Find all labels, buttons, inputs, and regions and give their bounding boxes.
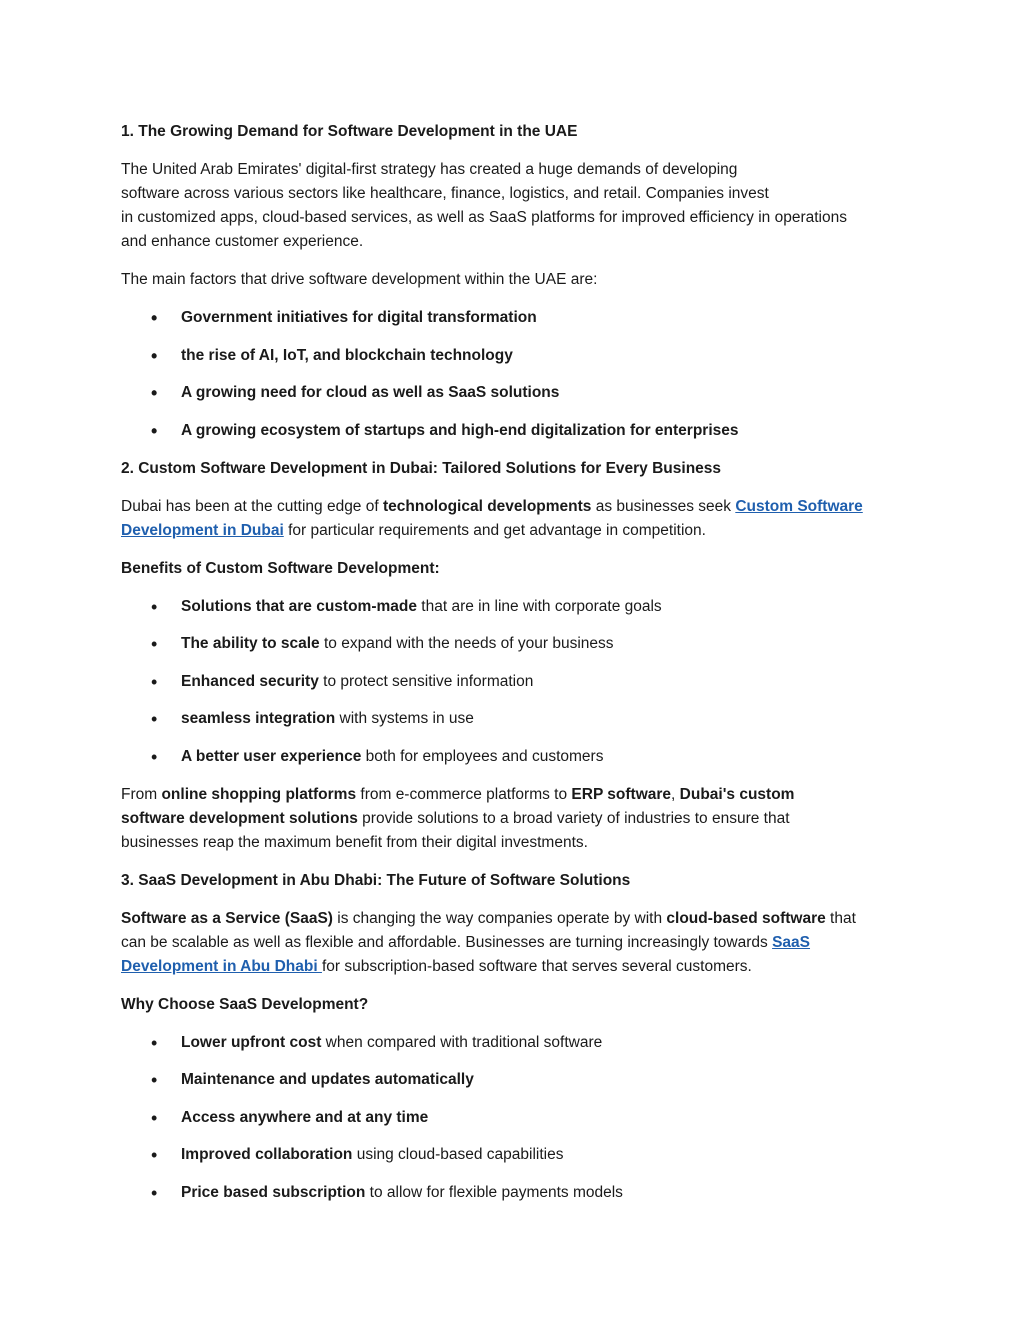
text-run: From <box>121 785 162 803</box>
bold-text: technological developments <box>382 497 592 515</box>
text-run: can be scalable as well as flexible and affordable. Businesses are turning increasingly towards <box>121 933 773 951</box>
bold-text: Enhanced security <box>181 672 319 690</box>
section-2-intro-paragraph <box>121 495 911 543</box>
bold-text: Solutions that are custom-made <box>181 597 417 615</box>
link-text[interactable]: Custom Software <box>735 497 863 515</box>
text-run: that are in line with corporate goals <box>416 597 662 615</box>
why-saas-list <box>121 1031 911 1205</box>
text-run: using cloud-based capabilities <box>352 1146 564 1163</box>
bold-text: A better user experience <box>181 747 362 765</box>
list-item <box>121 745 911 769</box>
list-item <box>121 1068 911 1092</box>
list-item: • Government initiatives for digital transformation <box>121 306 911 330</box>
list-item <box>121 595 911 619</box>
para-line: The United Arab Emirates' digital-first strategy has created a huge demands of developing <box>121 161 738 178</box>
text-run: provide solutions to a broad variety of industries to ensure that <box>357 809 790 827</box>
bold-text: Access anywhere and at any time <box>181 1108 429 1126</box>
link-text[interactable]: SaaS <box>772 933 811 951</box>
bold-text: Price based subscription <box>181 1183 366 1201</box>
list-item: • A growing need for cloud as well as SaaS solutions <box>121 381 911 405</box>
section-2-heading: 2. Custom Software Development in Dubai: Tailored Solutions for Every Business <box>121 459 722 477</box>
bold-text: ERP software <box>571 785 672 803</box>
list-item <box>121 1106 911 1130</box>
bold-text: cloud-based software <box>666 909 826 927</box>
text-run: to allow for flexible payments models <box>365 1183 623 1201</box>
list-item <box>121 1031 911 1055</box>
text-run: when compared with traditional software <box>321 1033 603 1051</box>
factors-list <box>121 306 911 443</box>
list-item <box>121 1143 911 1167</box>
section-1-intro-paragraph <box>121 158 911 254</box>
link-text[interactable]: Development in Dubai <box>121 521 284 539</box>
text-run: from e-commerce platforms to <box>356 785 572 803</box>
text-run: as businesses seek <box>591 497 736 515</box>
bold-text: Lower upfront cost <box>181 1033 322 1051</box>
bold-text: online shopping platforms <box>161 785 357 803</box>
benefits-heading: Benefits of Custom Software Development: <box>121 559 440 577</box>
text-run: businesses reap the maximum benefit from their digital investments. <box>121 833 588 851</box>
text-run: is changing the way companies operate by with <box>332 909 667 927</box>
text-run: with systems in use <box>335 710 474 727</box>
bold-text: software development solutions <box>121 809 358 827</box>
list-item <box>121 707 911 731</box>
link-text[interactable]: Development in Abu Dhabi <box>121 957 322 975</box>
document-page <box>121 120 911 1219</box>
section-1-heading: 1. The Growing Demand for Software Development in the UAE <box>121 123 578 140</box>
bold-text: The ability to scale <box>181 635 320 652</box>
list-item <box>121 670 911 694</box>
para-line: and enhance customer experience. <box>121 233 364 250</box>
bold-text: Software as a Service (SaaS) <box>121 909 333 927</box>
text-run: to protect sensitive information <box>318 672 534 690</box>
list-item: • A growing ecosystem of startups and high-end digitalization for enterprises <box>121 419 911 443</box>
benefits-list <box>121 595 911 769</box>
text-run: to expand with the needs of your business <box>319 635 614 652</box>
text-run: for particular requirements and get advantage in competition. <box>283 521 706 539</box>
bold-text: Improved collaboration <box>181 1146 353 1163</box>
section-1-factors-intro: The main factors that drive software development within the UAE are: <box>121 271 598 288</box>
bold-text: Maintenance and updates automatically <box>181 1071 474 1088</box>
list-item <box>121 632 911 656</box>
para-line: software across various sectors like healthcare, finance, logistics, and retail. Companies invest <box>121 185 769 202</box>
bold-text: Dubai's custom <box>679 785 795 803</box>
list-item: • the rise of AI, IoT, and blockchain technology <box>121 344 911 368</box>
section-2-closing-paragraph <box>121 783 911 855</box>
para-line: in customized apps, cloud-based services, as well as SaaS platforms for improved efficiency in operations <box>121 209 847 226</box>
text-run: both for employees and customers <box>361 747 604 765</box>
bold-text: seamless integration <box>181 710 336 727</box>
why-saas-heading: Why Choose SaaS Development? <box>121 995 369 1013</box>
section-3-intro-paragraph <box>121 907 911 979</box>
section-3-heading: 3. SaaS Development in Abu Dhabi: The Future of Software Solutions <box>121 871 631 889</box>
text-run: , <box>671 785 680 803</box>
text-run: for subscription-based software that serves several customers. <box>321 957 752 975</box>
list-item <box>121 1181 911 1205</box>
text-run: Dubai has been at the cutting edge of <box>121 497 383 515</box>
text-run: that <box>825 909 856 927</box>
